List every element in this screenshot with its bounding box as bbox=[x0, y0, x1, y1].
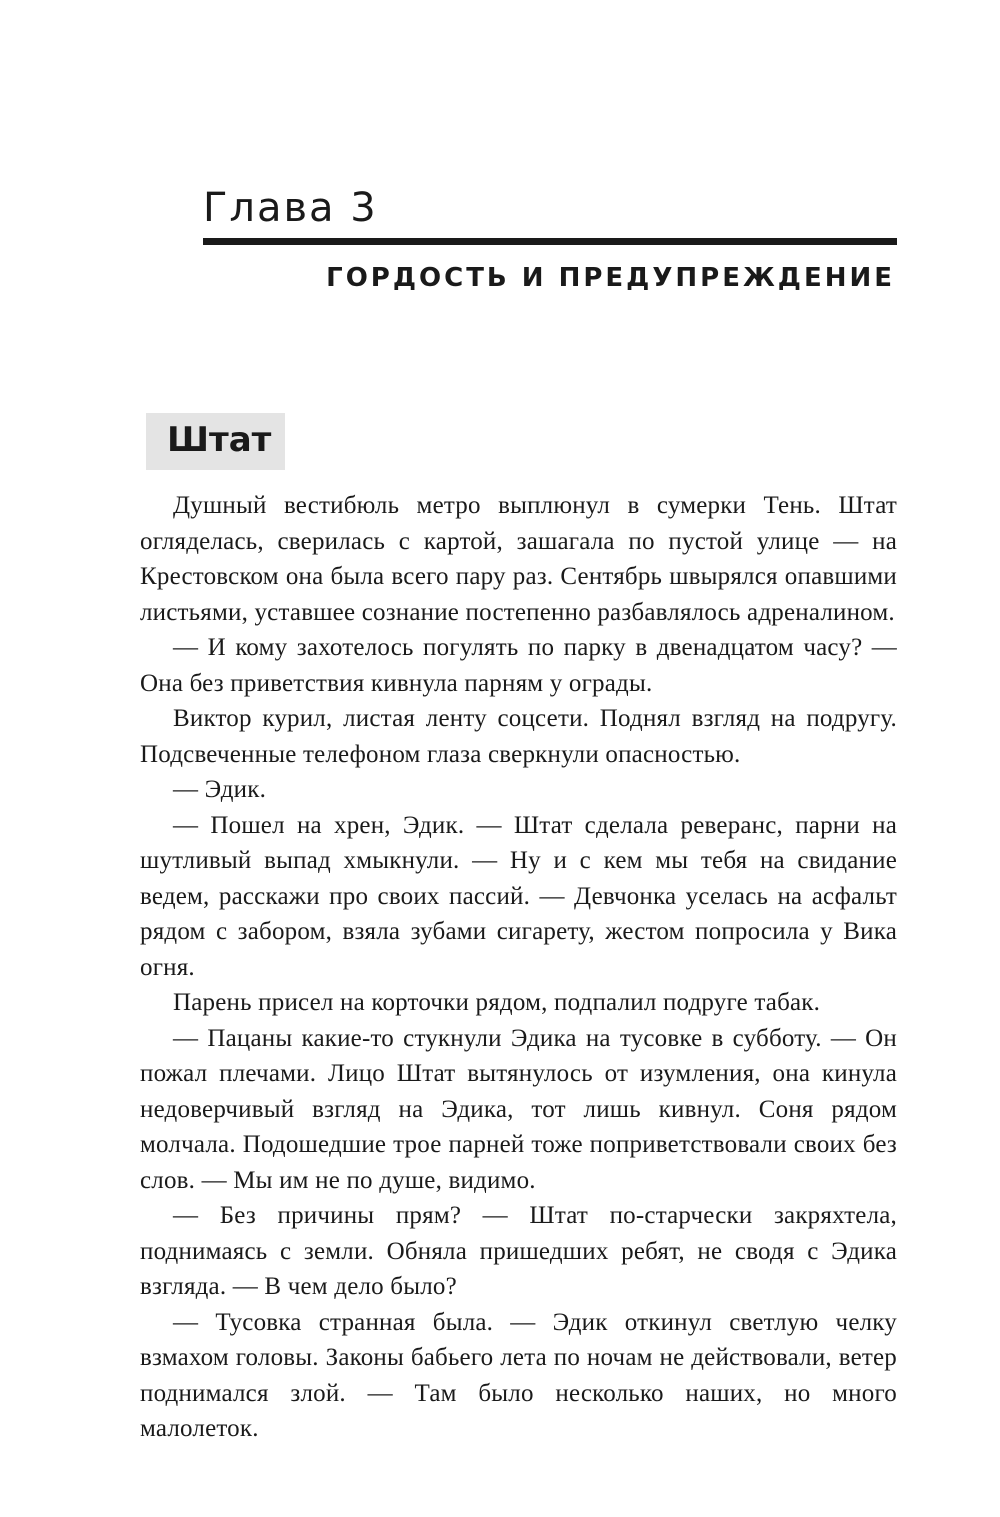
paragraph: — И кому захотелось погулять по парку в двенадцатом часу? — Она без приветствия кивнула парням у ограды. bbox=[140, 634, 897, 697]
paragraph: Парень присел на корточки рядом, подпалил подруге табак. bbox=[173, 989, 821, 1016]
paragraph: — Эдик. bbox=[173, 776, 267, 803]
paragraph: Душный вестибюль метро выплюнул в сумерки Тень. Штат огляделась, сверилась с картой, зашагала по пустой улице — на Крестовском она была всего пару раз. Сентябрь швырялся опавшими листьями, уставшее сознание постепенно разбавлялось адреналином. bbox=[140, 492, 897, 626]
paragraph: — Без причины прям? — Штат по-старчески закряхтела, поднимаясь с земли. Обняла пришедших ребят, не сводя с Эдика взгляда. — В чем дело было? bbox=[140, 1202, 897, 1300]
body-text bbox=[140, 488, 897, 1447]
paragraph: Виктор курил, листая ленту соцсети. Поднял взгляд на подругу. Подсвеченные телефоном глаза сверкнули опасностью. bbox=[140, 705, 897, 768]
paragraph: — Пошел на хрен, Эдик. — Штат сделала реверанс, парни на шутливый выпад хмыкнули. — Ну и с кем мы тебя на свидание ведем, расскажи про своих пассий. — Девчонка уселась на асфальт рядом с забором, взяла зубами сигарету, жестом попросила у Вика огня. bbox=[140, 811, 897, 981]
chapter-subtitle: ГОРДОСТЬ И ПРЕДУПРЕЖДЕНИЕ bbox=[326, 263, 895, 293]
chapter-rule bbox=[203, 238, 897, 245]
section-label: Штат bbox=[167, 420, 272, 460]
chapter-title: Глава 3 bbox=[203, 185, 378, 231]
paragraph: — Пацаны какие-то стукнули Эдика на тусовке в субботу. — Он пожал плечами. Лицо Штат вытянулось от изумления, она кинула недоверчивый взгляд на Эдика, тот лишь кивнул. Соня рядом молчала. Подошедшие трое парней тоже поприветствовали своих без слов. — Мы им не по душе, видимо. bbox=[140, 1024, 897, 1194]
paragraph: — Тусовка странная была. — Эдик откинул светлую челку взмахом головы. Законы бабьего лета по ночам не действовали, ветер поднимался злой. — Там было несколько наших, но много малолеток. bbox=[140, 1308, 897, 1442]
